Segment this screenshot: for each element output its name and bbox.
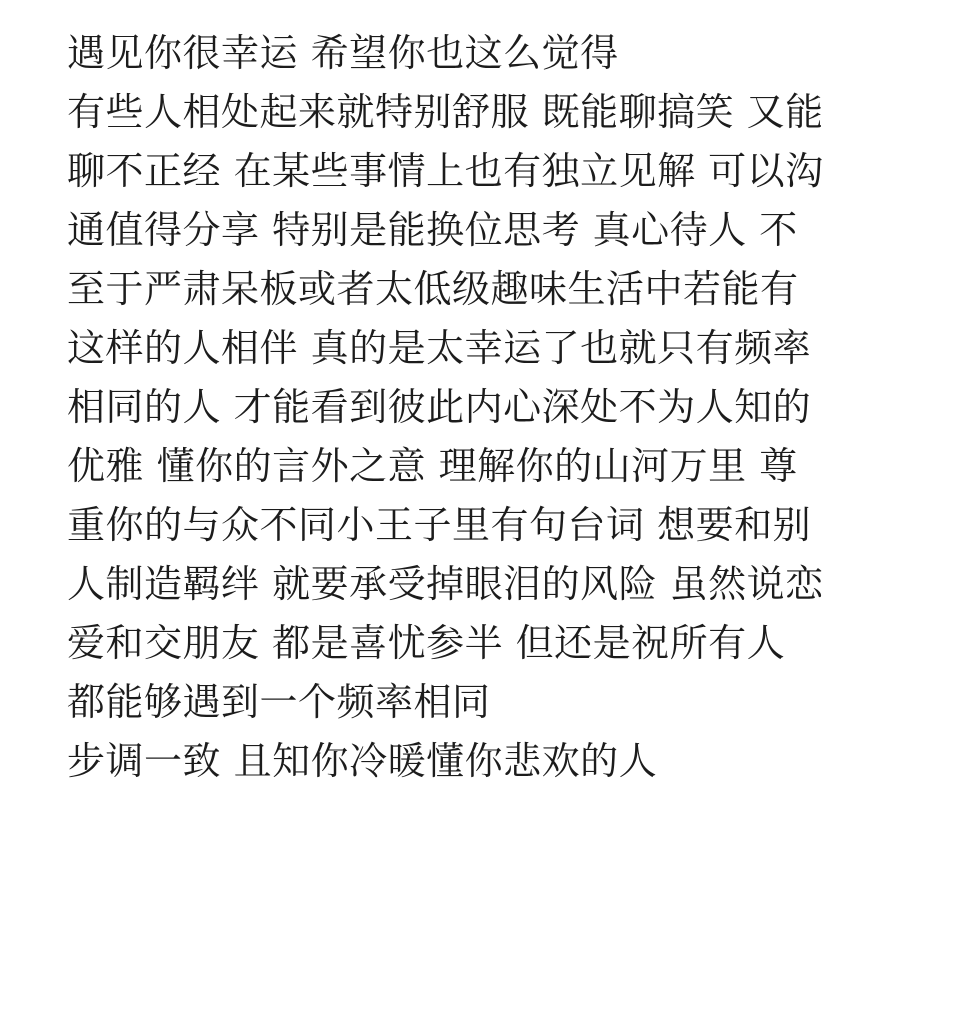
text-line: 爱和交朋友 都是喜忧参半 但还是祝所有人 [67, 621, 786, 665]
text-line: 人制造羁绊 就要承受掉眼泪的风险 虽然说恋 [67, 562, 824, 606]
text-line: 这样的人相伴 真的是太幸运了也就只有频率 [67, 326, 812, 370]
text-line: 通值得分享 特别是能换位思考 真心待人 不 [67, 208, 798, 252]
text-line: 重你的与众不同小王子里有句台词 想要和别 [67, 503, 812, 547]
text-line: 步调一致 且知你冷暖懂你悲欢的人 [67, 739, 658, 783]
text-line: 有些人相处起来就特别舒服 既能聊搞笑 又能 [67, 90, 824, 134]
post-text [67, 24, 937, 791]
text-line: 都能够遇到一个频率相同 [67, 680, 491, 724]
text-line: 遇见你很幸运 希望你也这么觉得 [67, 31, 619, 75]
text-line: 相同的人 才能看到彼此内心深处不为人知的 [67, 385, 812, 429]
text-line: 至于严肃呆板或者太低级趣味生活中若能有 [67, 267, 799, 311]
text-line: 优雅 懂你的言外之意 理解你的山河万里 尊 [67, 444, 798, 488]
text-line: 聊不正经 在某些事情上也有独立见解 可以沟 [67, 149, 824, 193]
